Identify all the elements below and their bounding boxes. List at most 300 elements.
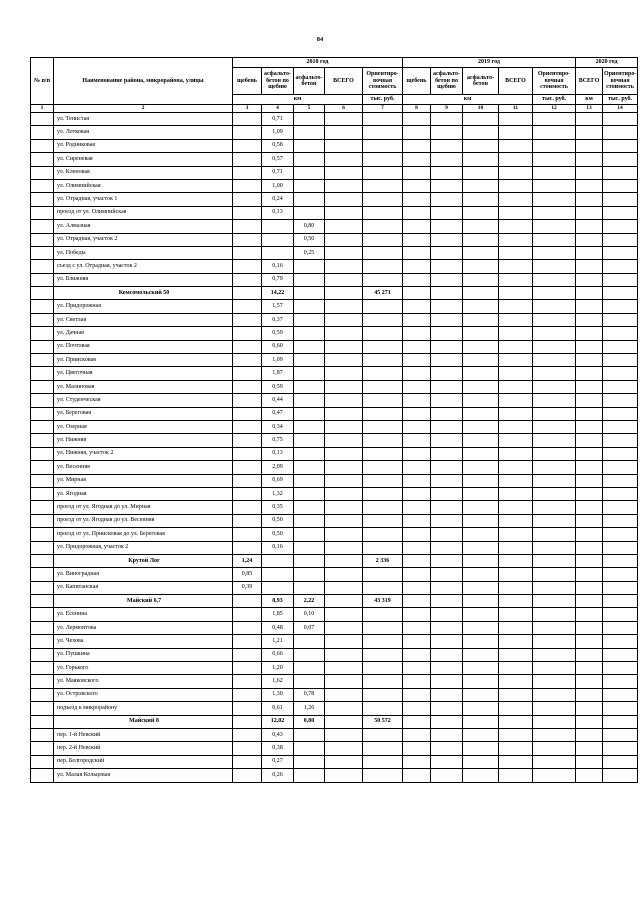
value-cell-c7 bbox=[363, 608, 403, 621]
empty-cell bbox=[403, 447, 431, 460]
value-cell-c3 bbox=[233, 728, 262, 741]
table-row bbox=[31, 434, 638, 447]
value-cell-c7 bbox=[363, 514, 403, 527]
table-row bbox=[31, 528, 638, 541]
table-row bbox=[31, 648, 638, 661]
row-number-cell bbox=[31, 394, 54, 407]
street-name-cell: ул. Кленовая bbox=[54, 166, 233, 179]
empty-cell bbox=[499, 327, 533, 340]
table-row bbox=[31, 193, 638, 206]
value-cell-c5 bbox=[294, 434, 325, 447]
value-cell-c4: 0,38 bbox=[262, 742, 294, 755]
empty-cell bbox=[576, 487, 603, 500]
value-cell-c5 bbox=[294, 461, 325, 474]
header-2018-asphalt-on-gravel: асфальто-бетон по щебню bbox=[262, 68, 294, 95]
street-name-cell: съезд с ул. Отрадная, участок 2 bbox=[54, 260, 233, 273]
empty-cell bbox=[403, 434, 431, 447]
value-cell-c7 bbox=[363, 662, 403, 675]
value-cell-c7 bbox=[363, 769, 403, 782]
column-number: 9 bbox=[431, 105, 463, 113]
value-cell-c4: 0,71 bbox=[262, 166, 294, 179]
empty-cell bbox=[431, 367, 463, 380]
value-cell-c5 bbox=[294, 474, 325, 487]
empty-cell bbox=[499, 407, 533, 420]
column-number: 8 bbox=[403, 105, 431, 113]
empty-cell bbox=[499, 742, 533, 755]
empty-cell bbox=[403, 474, 431, 487]
column-number: 11 bbox=[499, 105, 533, 113]
empty-cell bbox=[403, 246, 431, 259]
column-number: 12 bbox=[533, 105, 576, 113]
empty-cell bbox=[431, 675, 463, 688]
empty-cell bbox=[403, 327, 431, 340]
empty-cell bbox=[576, 501, 603, 514]
empty-cell bbox=[431, 461, 463, 474]
empty-cell bbox=[325, 487, 363, 500]
empty-cell bbox=[533, 260, 576, 273]
empty-cell bbox=[463, 662, 499, 675]
empty-cell bbox=[576, 635, 603, 648]
empty-cell bbox=[603, 621, 638, 634]
empty-cell bbox=[576, 554, 603, 567]
group-name-cell: Майский 8 bbox=[54, 715, 233, 728]
value-cell-c4: 1,85 bbox=[262, 608, 294, 621]
empty-cell bbox=[499, 179, 533, 192]
row-number-cell bbox=[31, 166, 54, 179]
empty-cell bbox=[533, 581, 576, 594]
street-name-cell: ул. Маяковского bbox=[54, 675, 233, 688]
value-cell-c7 bbox=[363, 246, 403, 259]
value-cell-c4: 14,22 bbox=[262, 287, 294, 300]
street-name-cell: проезд от ул. Ягодная до ул. Весенняя bbox=[54, 514, 233, 527]
value-cell-c5 bbox=[294, 635, 325, 648]
empty-cell bbox=[431, 621, 463, 634]
empty-cell bbox=[533, 166, 576, 179]
empty-cell bbox=[431, 474, 463, 487]
row-number-cell bbox=[31, 675, 54, 688]
empty-cell bbox=[431, 420, 463, 433]
value-cell-c7 bbox=[363, 340, 403, 353]
value-cell-c3 bbox=[233, 407, 262, 420]
row-number-cell bbox=[31, 233, 54, 246]
empty-cell bbox=[463, 568, 499, 581]
empty-cell bbox=[403, 662, 431, 675]
empty-cell bbox=[463, 300, 499, 313]
table-row bbox=[31, 246, 638, 259]
empty-cell bbox=[403, 367, 431, 380]
empty-cell bbox=[533, 675, 576, 688]
value-cell-c4: 0,60 bbox=[262, 340, 294, 353]
empty-cell bbox=[463, 501, 499, 514]
value-cell-c3 bbox=[233, 742, 262, 755]
empty-cell bbox=[576, 380, 603, 393]
empty-cell bbox=[325, 434, 363, 447]
empty-cell bbox=[403, 581, 431, 594]
empty-cell bbox=[603, 126, 638, 139]
empty-cell bbox=[325, 755, 363, 768]
table-body bbox=[31, 113, 638, 783]
value-cell-c3 bbox=[233, 340, 262, 353]
empty-cell bbox=[533, 340, 576, 353]
street-name-cell: ул. Почтовая bbox=[54, 340, 233, 353]
table-row bbox=[31, 380, 638, 393]
empty-cell bbox=[499, 769, 533, 782]
street-name-cell: ул. Малиновая bbox=[54, 380, 233, 393]
empty-cell bbox=[325, 514, 363, 527]
empty-cell bbox=[499, 287, 533, 300]
empty-cell bbox=[603, 394, 638, 407]
empty-cell bbox=[325, 287, 363, 300]
value-cell-c3 bbox=[233, 541, 262, 554]
empty-cell bbox=[431, 220, 463, 233]
empty-cell bbox=[533, 126, 576, 139]
empty-cell bbox=[603, 139, 638, 152]
value-cell-c5 bbox=[294, 260, 325, 273]
empty-cell bbox=[325, 166, 363, 179]
table-row bbox=[31, 635, 638, 648]
empty-cell bbox=[533, 287, 576, 300]
empty-cell bbox=[576, 287, 603, 300]
empty-cell bbox=[499, 635, 533, 648]
empty-cell bbox=[403, 608, 431, 621]
value-cell-c4: 0,79 bbox=[262, 273, 294, 286]
empty-cell bbox=[576, 715, 603, 728]
empty-cell bbox=[463, 487, 499, 500]
empty-cell bbox=[431, 581, 463, 594]
empty-cell bbox=[403, 113, 431, 126]
empty-cell bbox=[431, 380, 463, 393]
header-year-row bbox=[31, 58, 638, 68]
empty-cell bbox=[603, 340, 638, 353]
empty-cell bbox=[533, 394, 576, 407]
empty-cell bbox=[533, 420, 576, 433]
empty-cell bbox=[603, 273, 638, 286]
value-cell-c5: 1,26 bbox=[294, 702, 325, 715]
empty-cell bbox=[403, 514, 431, 527]
street-name-cell: ул. Придорожная bbox=[54, 300, 233, 313]
empty-cell bbox=[431, 528, 463, 541]
empty-cell bbox=[403, 675, 431, 688]
value-cell-c3 bbox=[233, 675, 262, 688]
empty-cell bbox=[325, 380, 363, 393]
value-cell-c5: 0,50 bbox=[294, 233, 325, 246]
value-cell-c4 bbox=[262, 581, 294, 594]
empty-cell bbox=[499, 675, 533, 688]
street-name-cell: пер. 2-й Невский bbox=[54, 742, 233, 755]
empty-cell bbox=[325, 501, 363, 514]
empty-cell bbox=[576, 233, 603, 246]
value-cell-c3 bbox=[233, 153, 262, 166]
street-name-cell: проезд от ул. Ягодная до ул. Мирная bbox=[54, 501, 233, 514]
value-cell-c3 bbox=[233, 528, 262, 541]
header-2019-gravel: щебень bbox=[403, 68, 431, 95]
empty-cell bbox=[325, 702, 363, 715]
empty-cell bbox=[431, 514, 463, 527]
empty-cell bbox=[325, 206, 363, 219]
row-number-cell bbox=[31, 608, 54, 621]
row-number-cell bbox=[31, 528, 54, 541]
header-col-no: № п/п bbox=[31, 58, 54, 105]
value-cell-c4: 0,57 bbox=[262, 153, 294, 166]
row-number-cell bbox=[31, 367, 54, 380]
value-cell-c4 bbox=[262, 220, 294, 233]
empty-cell bbox=[603, 662, 638, 675]
value-cell-c7 bbox=[363, 220, 403, 233]
empty-cell bbox=[603, 206, 638, 219]
empty-cell bbox=[499, 126, 533, 139]
value-cell-c3 bbox=[233, 501, 262, 514]
empty-cell bbox=[431, 769, 463, 782]
empty-cell bbox=[576, 153, 603, 166]
street-name-cell: проезд от ул. Олимпийская bbox=[54, 206, 233, 219]
empty-cell bbox=[325, 354, 363, 367]
empty-cell bbox=[533, 327, 576, 340]
street-name-cell: пер. Белгородский bbox=[54, 755, 233, 768]
empty-cell bbox=[325, 153, 363, 166]
row-number-cell bbox=[31, 193, 54, 206]
row-number-cell bbox=[31, 474, 54, 487]
empty-cell bbox=[603, 702, 638, 715]
street-name-cell: ул. Лермонтова bbox=[54, 621, 233, 634]
value-cell-c3 bbox=[233, 487, 262, 500]
empty-cell bbox=[576, 742, 603, 755]
value-cell-c5 bbox=[294, 273, 325, 286]
value-cell-c3 bbox=[233, 394, 262, 407]
value-cell-c5 bbox=[294, 568, 325, 581]
street-name-cell: ул. Островского bbox=[54, 688, 233, 701]
header-year-2020: 2020 год bbox=[576, 58, 638, 68]
value-cell-c3 bbox=[233, 662, 262, 675]
value-cell-c7 bbox=[363, 541, 403, 554]
empty-cell bbox=[431, 166, 463, 179]
empty-cell bbox=[403, 635, 431, 648]
empty-cell bbox=[463, 715, 499, 728]
table-row bbox=[31, 273, 638, 286]
empty-cell bbox=[533, 273, 576, 286]
empty-cell bbox=[325, 728, 363, 741]
empty-cell bbox=[403, 461, 431, 474]
empty-cell bbox=[576, 354, 603, 367]
value-cell-c7 bbox=[363, 166, 403, 179]
value-cell-c5 bbox=[294, 662, 325, 675]
table-row bbox=[31, 621, 638, 634]
table-row bbox=[31, 220, 638, 233]
value-cell-c3 bbox=[233, 461, 262, 474]
value-cell-c4: 0,16 bbox=[262, 260, 294, 273]
empty-cell bbox=[403, 139, 431, 152]
group-name-cell: Комсомольский 50 bbox=[54, 287, 233, 300]
value-cell-c5 bbox=[294, 354, 325, 367]
row-number-cell bbox=[31, 648, 54, 661]
column-number: 10 bbox=[463, 105, 499, 113]
empty-cell bbox=[603, 715, 638, 728]
empty-cell bbox=[533, 233, 576, 246]
empty-cell bbox=[403, 166, 431, 179]
empty-cell bbox=[463, 340, 499, 353]
value-cell-c7 bbox=[363, 755, 403, 768]
empty-cell bbox=[431, 568, 463, 581]
empty-cell bbox=[325, 313, 363, 326]
empty-cell bbox=[403, 688, 431, 701]
row-number-cell bbox=[31, 220, 54, 233]
value-cell-c5: 0,07 bbox=[294, 621, 325, 634]
street-name-cell: ул. Пушкина bbox=[54, 648, 233, 661]
column-number: 14 bbox=[603, 105, 638, 113]
value-cell-c5 bbox=[294, 541, 325, 554]
table-row bbox=[31, 233, 638, 246]
empty-cell bbox=[499, 715, 533, 728]
empty-cell bbox=[533, 139, 576, 152]
empty-cell bbox=[576, 621, 603, 634]
row-number-cell bbox=[31, 126, 54, 139]
empty-cell bbox=[463, 246, 499, 259]
row-number-cell bbox=[31, 581, 54, 594]
empty-cell bbox=[463, 367, 499, 380]
value-cell-c3 bbox=[233, 300, 262, 313]
empty-cell bbox=[499, 113, 533, 126]
value-cell-c4: 0,47 bbox=[262, 407, 294, 420]
table-row bbox=[31, 461, 638, 474]
table-row bbox=[31, 742, 638, 755]
street-name-cell: проезд от ул. Приисковая до ул. Береговая bbox=[54, 528, 233, 541]
empty-cell bbox=[576, 273, 603, 286]
empty-cell bbox=[603, 528, 638, 541]
empty-cell bbox=[499, 461, 533, 474]
empty-cell bbox=[576, 139, 603, 152]
empty-cell bbox=[576, 434, 603, 447]
street-name-cell: ул. Родниковая bbox=[54, 139, 233, 152]
empty-cell bbox=[325, 394, 363, 407]
value-cell-c5 bbox=[294, 728, 325, 741]
column-number-row bbox=[31, 105, 638, 113]
empty-cell bbox=[603, 769, 638, 782]
header-2018-total: ВСЕГО bbox=[325, 68, 363, 95]
empty-cell bbox=[403, 742, 431, 755]
empty-cell bbox=[603, 595, 638, 608]
unit-2020-km: км bbox=[576, 95, 603, 105]
value-cell-c3 bbox=[233, 260, 262, 273]
empty-cell bbox=[603, 648, 638, 661]
value-cell-c3 bbox=[233, 595, 262, 608]
value-cell-c4: 1,57 bbox=[262, 300, 294, 313]
empty-cell bbox=[576, 447, 603, 460]
empty-cell bbox=[325, 113, 363, 126]
empty-cell bbox=[325, 528, 363, 541]
table-row bbox=[31, 755, 638, 768]
empty-cell bbox=[463, 287, 499, 300]
row-number-cell bbox=[31, 621, 54, 634]
empty-cell bbox=[576, 420, 603, 433]
value-cell-c5 bbox=[294, 407, 325, 420]
value-cell-c7: 50 572 bbox=[363, 715, 403, 728]
value-cell-c4: 1,21 bbox=[262, 635, 294, 648]
table-row bbox=[31, 153, 638, 166]
empty-cell bbox=[325, 407, 363, 420]
empty-cell bbox=[463, 420, 499, 433]
empty-cell bbox=[533, 554, 576, 567]
row-number-cell bbox=[31, 434, 54, 447]
empty-cell bbox=[431, 113, 463, 126]
empty-cell bbox=[463, 675, 499, 688]
empty-cell bbox=[533, 755, 576, 768]
value-cell-c4 bbox=[262, 554, 294, 567]
empty-cell bbox=[603, 434, 638, 447]
value-cell-c3 bbox=[233, 246, 262, 259]
value-cell-c3 bbox=[233, 608, 262, 621]
empty-cell bbox=[499, 447, 533, 460]
empty-cell bbox=[533, 367, 576, 380]
row-number-cell bbox=[31, 769, 54, 782]
empty-cell bbox=[533, 246, 576, 259]
empty-cell bbox=[576, 260, 603, 273]
empty-cell bbox=[431, 313, 463, 326]
empty-cell bbox=[325, 742, 363, 755]
empty-cell bbox=[325, 273, 363, 286]
column-number: 13 bbox=[576, 105, 603, 113]
empty-cell bbox=[403, 287, 431, 300]
value-cell-c5 bbox=[294, 487, 325, 500]
header-2020-cost: Ориентиро-вочная стоимость bbox=[603, 68, 638, 95]
column-number: 5 bbox=[294, 105, 325, 113]
empty-cell bbox=[603, 568, 638, 581]
value-cell-c4: 0,44 bbox=[262, 394, 294, 407]
empty-cell bbox=[403, 407, 431, 420]
empty-cell bbox=[431, 354, 463, 367]
table-row bbox=[31, 139, 638, 152]
empty-cell bbox=[325, 648, 363, 661]
empty-cell bbox=[576, 313, 603, 326]
empty-cell bbox=[431, 153, 463, 166]
empty-cell bbox=[463, 755, 499, 768]
empty-cell bbox=[576, 206, 603, 219]
row-number-cell bbox=[31, 688, 54, 701]
value-cell-c4: 0,66 bbox=[262, 648, 294, 661]
empty-cell bbox=[603, 380, 638, 393]
value-cell-c5: 0,10 bbox=[294, 608, 325, 621]
group-row bbox=[31, 715, 638, 728]
value-cell-c4: 0,71 bbox=[262, 113, 294, 126]
empty-cell bbox=[603, 487, 638, 500]
empty-cell bbox=[325, 461, 363, 474]
empty-cell bbox=[603, 675, 638, 688]
value-cell-c3 bbox=[233, 179, 262, 192]
street-name-cell: ул. Победы bbox=[54, 246, 233, 259]
street-name-cell: ул. Светлая bbox=[54, 313, 233, 326]
empty-cell bbox=[576, 166, 603, 179]
empty-cell bbox=[403, 755, 431, 768]
empty-cell bbox=[576, 648, 603, 661]
empty-cell bbox=[431, 233, 463, 246]
value-cell-c5 bbox=[294, 447, 325, 460]
header-2018-cost: Ориентиро-вочная стоимость bbox=[363, 68, 403, 95]
empty-cell bbox=[463, 166, 499, 179]
empty-cell bbox=[325, 447, 363, 460]
column-number: 4 bbox=[262, 105, 294, 113]
empty-cell bbox=[463, 113, 499, 126]
row-number-cell bbox=[31, 246, 54, 259]
value-cell-c7 bbox=[363, 581, 403, 594]
unit-2019-rub: тыс. руб. bbox=[533, 95, 576, 105]
row-number-cell bbox=[31, 139, 54, 152]
empty-cell bbox=[403, 179, 431, 192]
group-row bbox=[31, 595, 638, 608]
header-year-2019: 2019 год bbox=[403, 58, 576, 68]
empty-cell bbox=[325, 139, 363, 152]
empty-cell bbox=[431, 447, 463, 460]
empty-cell bbox=[576, 528, 603, 541]
value-cell-c7 bbox=[363, 528, 403, 541]
street-name-cell: ул. Дачная bbox=[54, 327, 233, 340]
